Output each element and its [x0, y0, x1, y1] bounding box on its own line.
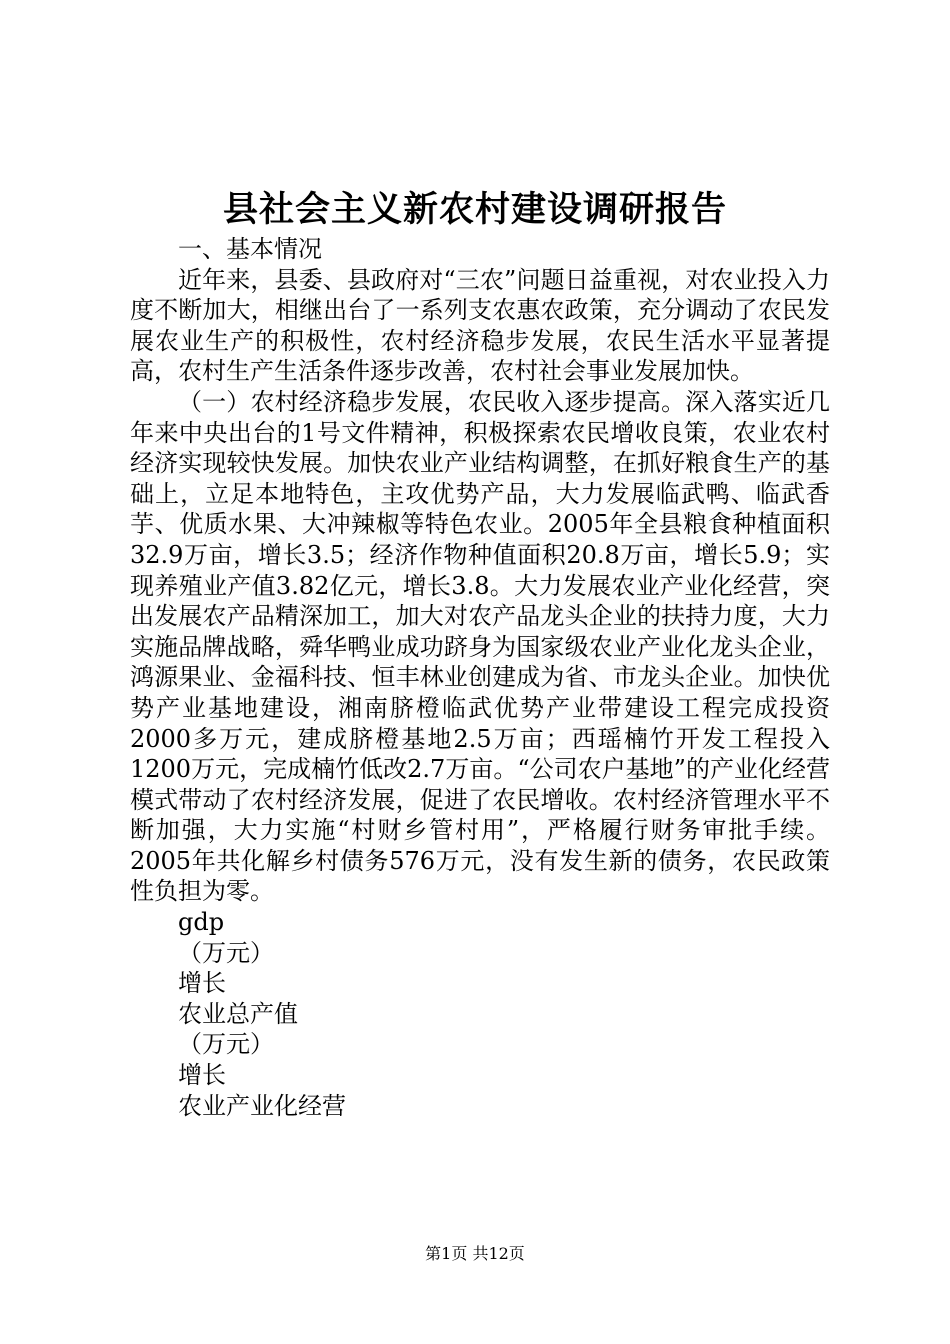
page-title: 县社会主义新农村建设调研报告	[222, 189, 727, 230]
section-heading: 一、基本情况	[178, 235, 322, 263]
paragraph-intro: 近年来，县委、县政府对“三农”问题日益重视，对农业投入力度不断加大，相继出台了一系列支农惠农政策，充分调动了农民发展农业生产的积极性，农村经济稳步发展，农民生活水平显著提高，农村生产生活条件逐步改善，农村社会事业发展加快。	[130, 265, 830, 386]
document-body	[130, 234, 830, 1121]
list-item: 农业产业化经营	[178, 1091, 346, 1120]
list-item: 增长	[178, 969, 226, 998]
list-item: （万元）	[178, 1030, 274, 1059]
list-item: gdp	[178, 908, 225, 937]
table-label-list	[130, 907, 830, 1121]
list-item: （万元）	[178, 938, 274, 967]
page-footer: 第1页 共12页	[425, 1244, 525, 1263]
list-item: 农业总产值	[178, 999, 298, 1028]
list-item: 增长	[178, 1061, 226, 1090]
paragraph-economy: （一）农村经济稳步发展，农民收入逐步提高。深入落实近几年来中央出台的1号文件精神，积极探索农民增收良策，农业农村经济实现较快发展。加快农业产业结构调整，在抓好粮食生产的基础上，立足本地特色，主攻优势产品，大力发展临武鸭、临武香芋、优质水果、大冲辣椒等特色农业。2005年全县粮食种植面积32.9万亩，增长3.5；经济作物种值面积20.8万亩，增长5.9；实现养殖业产值3.82亿元，增长3.8。大力发展农业产业化经营，突出发展农产品精深加工，加大对农产品龙头企业的扶持力度，大力实施品牌战略，舜华鸭业成功跻身为国家级农业产业化龙头企业，鸿源果业、金福科技、恒丰林业创建成为省、市龙头企业。加快优势产业基地建设，湘南脐橙临武优势产业带建设工程完成投资2000多万元，建成脐橙基地2.5万亩；西瑶楠竹开发工程投入1200万元，完成楠竹低改2.7万亩。“公司农户基地”的产业化经营模式带动了农村经济发展，促进了农民增收。农村经济管理水平不断加强，大力实施“村财乡管村用”，严格履行财务审批手续。2005年共化解乡村债务576万元，没有发生新的债务，农民政策性负担为零。	[130, 387, 830, 906]
